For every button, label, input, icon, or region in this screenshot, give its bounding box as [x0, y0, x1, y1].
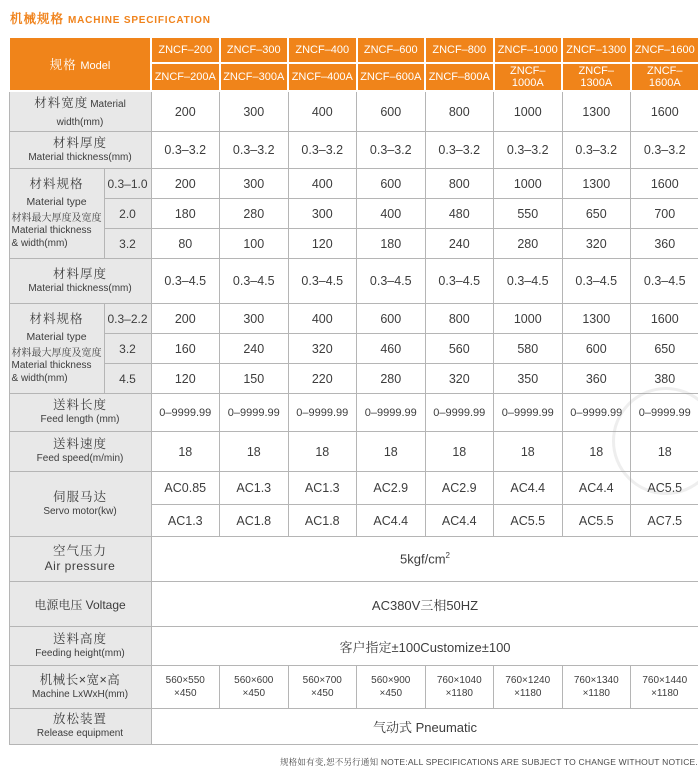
servo-cell: AC5.5 — [494, 505, 563, 537]
subrow-key: 3.2 — [104, 229, 151, 259]
table-row — [9, 537, 698, 582]
group-b-cell: 1300 — [562, 304, 631, 334]
group-b-cell: 240 — [220, 334, 289, 364]
model-header-4: ZNCF–800 — [425, 37, 494, 63]
feed-speed-cell: 18 — [288, 432, 357, 472]
machine-size-cell: 560×550 ×450 — [151, 666, 220, 709]
feed-length-cell: 0–9999.99 — [494, 394, 563, 432]
group-a-cell: 100 — [220, 229, 289, 259]
group-a-cell: 240 — [425, 229, 494, 259]
specification-table — [8, 36, 698, 745]
footer-note: 规格如有变,恕不另行通知 NOTE:ALL SPECIFICATIONS ARE SUBJECT TO CHANGE WITHOUT NOTICE. — [280, 757, 698, 767]
thickness-cell: 0.3–4.5 — [494, 259, 563, 304]
servo-cell: AC5.5 — [631, 472, 698, 505]
table-row — [9, 472, 698, 505]
servo-cell: AC2.9 — [357, 472, 426, 505]
group-a-cell: 180 — [357, 229, 426, 259]
row-label-material-thickness-b: 材料厚度 Material thickness(mm) — [9, 259, 151, 304]
thickness-cell: 0.3–4.5 — [288, 259, 357, 304]
page-title-zh: 机械规格 — [10, 12, 65, 26]
thickness-cell: 0.3–4.5 — [562, 259, 631, 304]
group-a-cell: 200 — [151, 169, 220, 199]
group-a-cell: 180 — [151, 199, 220, 229]
thickness-cell: 0.3–3.2 — [494, 132, 563, 169]
thickness-cell: 0.3–4.5 — [220, 259, 289, 304]
group-a-cell: 1600 — [631, 169, 698, 199]
group-b-cell: 350 — [494, 364, 563, 394]
table-row — [9, 91, 698, 132]
page-title — [10, 9, 698, 27]
row-label-air-pressure: 空气压力 Air pressure — [9, 537, 151, 582]
feed-speed-cell: 18 — [151, 432, 220, 472]
servo-cell: AC4.4 — [357, 505, 426, 537]
material-width-cell: 600 — [357, 91, 426, 132]
row-label-feed-length: 送料长度 Feed length (mm) — [9, 394, 151, 432]
servo-cell: AC5.5 — [562, 505, 631, 537]
group-a-cell: 360 — [631, 229, 698, 259]
group-b-cell: 600 — [562, 334, 631, 364]
feed-length-cell: 0–9999.99 — [631, 394, 698, 432]
machine-size-cell: 560×900 ×450 — [357, 666, 426, 709]
material-width-cell: 400 — [288, 91, 357, 132]
group-b-cell: 800 — [425, 304, 494, 334]
group-a-cell: 280 — [220, 199, 289, 229]
feed-length-cell: 0–9999.99 — [288, 394, 357, 432]
group-b-cell: 400 — [288, 304, 357, 334]
model-header-6: ZNCF–1300 — [562, 37, 631, 63]
feed-speed-cell: 18 — [562, 432, 631, 472]
model-corner-zh: 规格 — [49, 58, 77, 72]
material-width-cell: 1600 — [631, 91, 698, 132]
feed-length-cell: 0–9999.99 — [562, 394, 631, 432]
machine-size-cell: 760×1440 ×1180 — [631, 666, 698, 709]
group-b-cell: 600 — [357, 304, 426, 334]
machine-size-cell: 560×700 ×450 — [288, 666, 357, 709]
group-b-cell: 1600 — [631, 304, 698, 334]
table-row — [9, 666, 698, 709]
subrow-key: 2.0 — [104, 199, 151, 229]
row-label-material-width: 材料宽度 Material width(mm) — [9, 91, 151, 132]
servo-cell: AC4.4 — [494, 472, 563, 505]
row-label-voltage: 电源电压 Voltage — [9, 582, 151, 627]
voltage-value: AC380V三相50HZ — [151, 582, 698, 627]
subrow-key: 0.3–2.2 — [104, 304, 151, 334]
header-row-top — [9, 37, 698, 63]
feed-speed-cell: 18 — [425, 432, 494, 472]
group-b-cell: 1000 — [494, 304, 563, 334]
model-header-a-2: ZNCF–400A — [288, 63, 357, 91]
model-header-a-1: ZNCF–300A — [220, 63, 289, 91]
model-header-0: ZNCF–200 — [151, 37, 220, 63]
group-b-cell: 160 — [151, 334, 220, 364]
machine-size-cell: 760×1340 ×1180 — [562, 666, 631, 709]
group-a-cell: 1300 — [562, 169, 631, 199]
machine-size-cell: 760×1040 ×1180 — [425, 666, 494, 709]
table-row — [9, 132, 698, 169]
feed-speed-cell: 18 — [220, 432, 289, 472]
row-label-feed-speed: 送料速度 Feed speed(m/min) — [9, 432, 151, 472]
model-header-7: ZNCF–1600 — [631, 37, 698, 63]
servo-cell: AC1.3 — [151, 505, 220, 537]
table-row — [9, 364, 698, 394]
feed-speed-cell: 18 — [631, 432, 698, 472]
model-header-a-4: ZNCF–800A — [425, 63, 494, 91]
group-b-cell: 280 — [357, 364, 426, 394]
group-b-cell: 460 — [357, 334, 426, 364]
table-row — [9, 334, 698, 364]
group-a-cell: 550 — [494, 199, 563, 229]
subrow-key: 0.3–1.0 — [104, 169, 151, 199]
table-row — [9, 432, 698, 472]
material-width-cell: 300 — [220, 91, 289, 132]
page-title-en: MACHINE SPECIFICATION — [68, 15, 211, 26]
group-a-cell: 800 — [425, 169, 494, 199]
group-b-cell: 560 — [425, 334, 494, 364]
table-row — [9, 259, 698, 304]
row-label-machine-size: 机械长×宽×高 Machine LxWxH(mm) — [9, 666, 151, 709]
servo-cell: AC7.5 — [631, 505, 698, 537]
group-b-cell: 580 — [494, 334, 563, 364]
feed-length-cell: 0–9999.99 — [357, 394, 426, 432]
group-b-cell: 320 — [288, 334, 357, 364]
subrow-key: 3.2 — [104, 334, 151, 364]
feed-length-cell: 0–9999.99 — [425, 394, 494, 432]
air-pressure-value: $5kgf/cm^2$ — [151, 537, 698, 582]
model-header-2: ZNCF–400 — [288, 37, 357, 63]
material-width-cell: 800 — [425, 91, 494, 132]
model-header-5: ZNCF–1000 — [494, 37, 563, 63]
servo-cell: AC1.8 — [288, 505, 357, 537]
group-a-cell: 480 — [425, 199, 494, 229]
row-label-material-type-b: 材料规格 Material type 材料最大厚度及宽度 Material thickness & width(mm) — [9, 304, 104, 394]
model-corner-en: Model — [80, 60, 111, 72]
servo-cell: AC2.9 — [425, 472, 494, 505]
group-b-cell: 380 — [631, 364, 698, 394]
group-a-cell: 650 — [562, 199, 631, 229]
thickness-cell: 0.3–3.2 — [357, 132, 426, 169]
model-header-a-7: ZNCF–1600A — [631, 63, 698, 91]
group-a-cell: 400 — [288, 169, 357, 199]
model-header-a-3: ZNCF–600A — [357, 63, 426, 91]
material-width-cell: 1300 — [562, 91, 631, 132]
thickness-cell: 0.3–4.5 — [357, 259, 426, 304]
thickness-cell: 0.3–3.2 — [151, 132, 220, 169]
thickness-cell: 0.3–4.5 — [151, 259, 220, 304]
group-a-cell: 120 — [288, 229, 357, 259]
model-header-3: ZNCF–600 — [357, 37, 426, 63]
table-row — [9, 199, 698, 229]
servo-cell: AC1.3 — [220, 472, 289, 505]
thickness-cell: 0.3–3.2 — [288, 132, 357, 169]
thickness-cell: 0.3–3.2 — [425, 132, 494, 169]
subrow-key: 4.5 — [104, 364, 151, 394]
feeding-height-value: 客户指定±100Customize±100 — [151, 627, 698, 666]
group-a-cell: 400 — [357, 199, 426, 229]
feed-length-cell: 0–9999.99 — [151, 394, 220, 432]
servo-cell: AC0.85 — [151, 472, 220, 505]
servo-cell: AC4.4 — [425, 505, 494, 537]
machine-size-cell: 760×1240 ×1180 — [494, 666, 563, 709]
group-b-cell: 360 — [562, 364, 631, 394]
row-label-feeding-height: 送料高度 Feeding height(mm) — [9, 627, 151, 666]
table-row — [9, 304, 698, 334]
group-b-cell: 200 — [151, 304, 220, 334]
model-corner-header — [9, 37, 151, 91]
thickness-cell: 0.3–4.5 — [425, 259, 494, 304]
group-b-cell: 120 — [151, 364, 220, 394]
group-a-cell: 600 — [357, 169, 426, 199]
group-b-cell: 320 — [425, 364, 494, 394]
group-a-cell: 300 — [220, 169, 289, 199]
group-b-cell: 220 — [288, 364, 357, 394]
table-row — [9, 169, 698, 199]
material-width-cell: 1000 — [494, 91, 563, 132]
group-a-cell: 80 — [151, 229, 220, 259]
table-row — [9, 709, 698, 745]
table-row — [9, 582, 698, 627]
group-a-cell: 320 — [562, 229, 631, 259]
table-row — [9, 394, 698, 432]
table-row — [9, 229, 698, 259]
servo-cell: AC4.4 — [562, 472, 631, 505]
feed-length-cell: 0–9999.99 — [220, 394, 289, 432]
row-label-release-equipment: 放松装置 Release equipment — [9, 709, 151, 745]
thickness-cell: 0.3–3.2 — [631, 132, 698, 169]
group-b-cell: 150 — [220, 364, 289, 394]
group-b-cell: 300 — [220, 304, 289, 334]
row-label-servo-motor: 伺服马达 Servo motor(kw) — [9, 472, 151, 537]
model-header-a-5: ZNCF–1000A — [494, 63, 563, 91]
material-width-cell: 200 — [151, 91, 220, 132]
group-a-cell: 300 — [288, 199, 357, 229]
group-a-cell: 1000 — [494, 169, 563, 199]
group-a-cell: 280 — [494, 229, 563, 259]
model-header-1: ZNCF–300 — [220, 37, 289, 63]
thickness-cell: 0.3–3.2 — [220, 132, 289, 169]
row-label-material-type-a: 材料规格 Material type 材料最大厚度及宽度 Material thickness & width(mm) — [9, 169, 104, 259]
thickness-cell: 0.3–3.2 — [562, 132, 631, 169]
servo-cell: AC1.3 — [288, 472, 357, 505]
machine-size-cell: 560×600 ×450 — [220, 666, 289, 709]
release-equipment-value: 气动式 Pneumatic — [151, 709, 698, 745]
feed-speed-cell: 18 — [357, 432, 426, 472]
model-header-a-6: ZNCF–1300A — [562, 63, 631, 91]
model-header-a-0: ZNCF–200A — [151, 63, 220, 91]
group-b-cell: 650 — [631, 334, 698, 364]
table-row — [9, 627, 698, 666]
thickness-cell: 0.3–4.5 — [631, 259, 698, 304]
feed-speed-cell: 18 — [494, 432, 563, 472]
servo-cell: AC1.8 — [220, 505, 289, 537]
group-a-cell: 700 — [631, 199, 698, 229]
row-label-material-thickness-a: 材料厚度 Material thickness(mm) — [9, 132, 151, 169]
